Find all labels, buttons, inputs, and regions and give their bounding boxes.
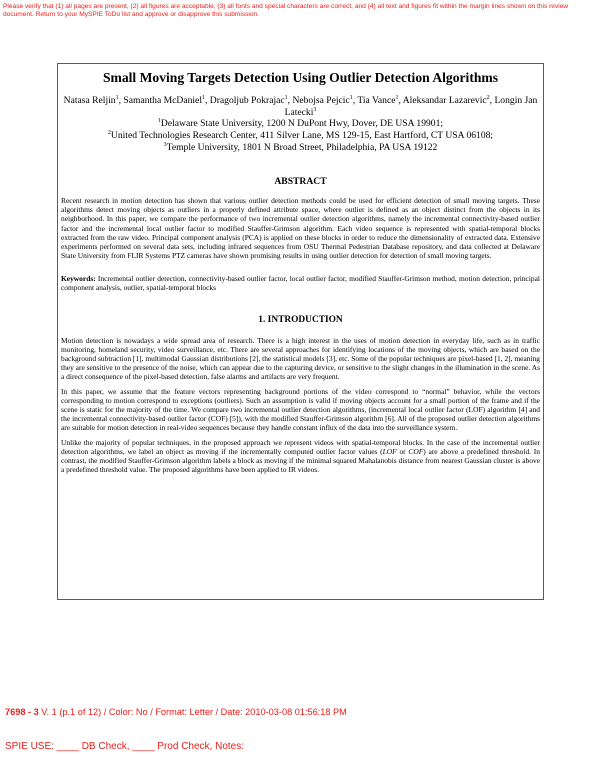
intro-p3-text: Unlike the majority of popular techniques, in the proposed approach we represent videos with spatial-temporal blocks. In the case of the incremental outlier detection algorithms, we label an object as moving if the incrementally computed outlier factor values ( [61,438,540,457]
affiliation-text: Delaware State University, 1200 N DuPont Hwy, Dover, DE USA 19901; [160,118,444,129]
author-affil-mark: 1 [201,95,205,101]
intro-p3-text: or [396,447,409,457]
keywords-text: Incremental outlier detection, connectivity-based outlier factor, local outlier factor, modified Stauffer-Grimson method, motion detection, principal component analysis, outlier, spatial-temporal blocks [61,273,540,292]
abstract-text: Recent research in motion detection has shown that various outlier detection methods could be used for efficient detection of small moving targets. These algorithms detect moving objects as outliers in a properly defined attribute space, where outlier is defined as an object distinct from the objects in its neighborhood. In this paper, we compare the performance of two incremental outlier detection algorithms, namely the incremental connectivity-based outlier factor and the incremental local outlier factor to modified Stauffer-Grimson algorithm. Each video sequence is represented with spatial-temporal blocks extracted from the raw video. Principal component analysis (PCA) is applied on these blocks in order to reduce the dimensionality of extracted data. Extensive experiments performed on several data sets, including infrared sequences from OSU Thermal Pedestrian Database repository, and data collected at Delaware State University from FLIR Systems PTZ cameras have shown promising results in using outlier detection for detection of small moving targets. [61,196,540,260]
author-name: , Nebojsa Pejcic [287,95,350,106]
author-affil-mark: 1 [115,95,119,101]
submission-details: V. 1 (p.1 of 12) / Color: No / Format: Letter / Date: 2010-03-08 01:56:18 PM [38,707,347,717]
intro-paragraph-1: Motion detection is nowadays a wide spread area of research. There is a high interest in the uses of motion detection in everyday life, such as in traffic monitoring, homeland security, video surveillance, etc. There are several approaches for identifying locations of the moving objects, which are based on the background subtraction [1], multimodal Gaussian distributions [2], the statistical models [3], etc. Some of the popular techniques are pixel-based [1, 2], meaning they are sensitive to the presence of the noise, which can appear due to the capturing device, or sensitive to the slight changes in the illumination in the scene. As a direct consequence of the pixel-based detection, false alarms and artifacts are very frequent. [61,335,540,381]
author-affil-mark: 1 [349,95,353,101]
author-name: , Tia Vance [352,95,396,106]
paper-id: 7698 - 3 [5,707,39,717]
intro-paragraph-3 [61,438,540,474]
affiliation-text: United Technologies Research Center, 411 Silver Lane, MS 129-15, East Hartford, CT USA 06108; [110,129,494,141]
lof-term: LOF [382,447,397,457]
cof-term: COF [408,447,424,457]
author-name: , Aleksandar Lazarevic [398,95,487,106]
intro-p3-text: ) are above a predefined threshold. In contrast, the modified Stauffer-Grimson algorithm labels a block as moving if the minimal squared Mahalanobis distance from nearest Gaussian cluster is above a predefined threshold value. The proposed algorithms have been applied to IR videos. [61,447,540,475]
affiliation-mark: 1 [157,118,161,124]
affiliation-text: Temple University, 1801 N Broad Street, Philadelphia, PA USA 19122 [166,141,438,153]
author-name: , Samantha McDaniel [118,95,202,106]
paper-page [61,70,540,474]
author-affil-mark: 1 [395,95,399,101]
author-name: , Dragoljub Pokrajac [204,95,285,106]
author-affil-mark: 1 [284,95,288,101]
author-affil-mark: 2 [486,95,490,101]
keywords [61,274,540,292]
author-name: , Longin Jan Latecki [284,95,538,118]
intro-paragraph-2: In this paper, we assume that the feature vectors representing background portions of the video correspond to “normal” behavior, while the vectors corresponding to motion correspond to exceptions (outliers). Such an assumption is valid if moving objects account for a small portion of the frame and if the scene is static for the majority of the time. We compare two incremental outlier detection algorithms, (incremental local outlier factor (LOF) algorithm [4] and the incremental connectivity-based outlier factor (COF) [5]), with the modified Stauffer-Grimson algorithm [6]. All of the proposed outlier detection algorithms are suitable for motion detection in real-video sequences because they handle constant influx of the data into the surveillance system. [61,387,540,433]
review-notice: Please verify that (1) all pages are present, (2) all figures are acceptable, (3) all fonts and special characters are correct, and (4) all text and figures fit within the margin lines shown on this review document. Return to your MySPIE ToDo list and approve or disapprove this submission. [3,3,569,18]
author-list [61,95,540,118]
author-affil-mark: 3 [313,106,317,113]
affiliation-mark: 2 [107,129,111,136]
keywords-label: Keywords: [61,273,96,283]
affiliation-mark: 3 [163,141,167,148]
spie-use-line: SPIE USE: ____ DB Check, ____ Prod Check, Notes: [5,741,245,752]
submission-footer [5,707,347,717]
author-name: Natasa Reljin [63,95,116,106]
affiliation-3 [61,142,540,154]
affiliation-1 [61,118,540,130]
section-heading-introduction: 1. INTRODUCTION [258,314,343,325]
abstract-heading: ABSTRACT [274,176,327,188]
paper-title: Small Moving Targets Detection Using Outlier Detection Algorithms [102,70,499,85]
affiliation-2 [61,130,540,142]
